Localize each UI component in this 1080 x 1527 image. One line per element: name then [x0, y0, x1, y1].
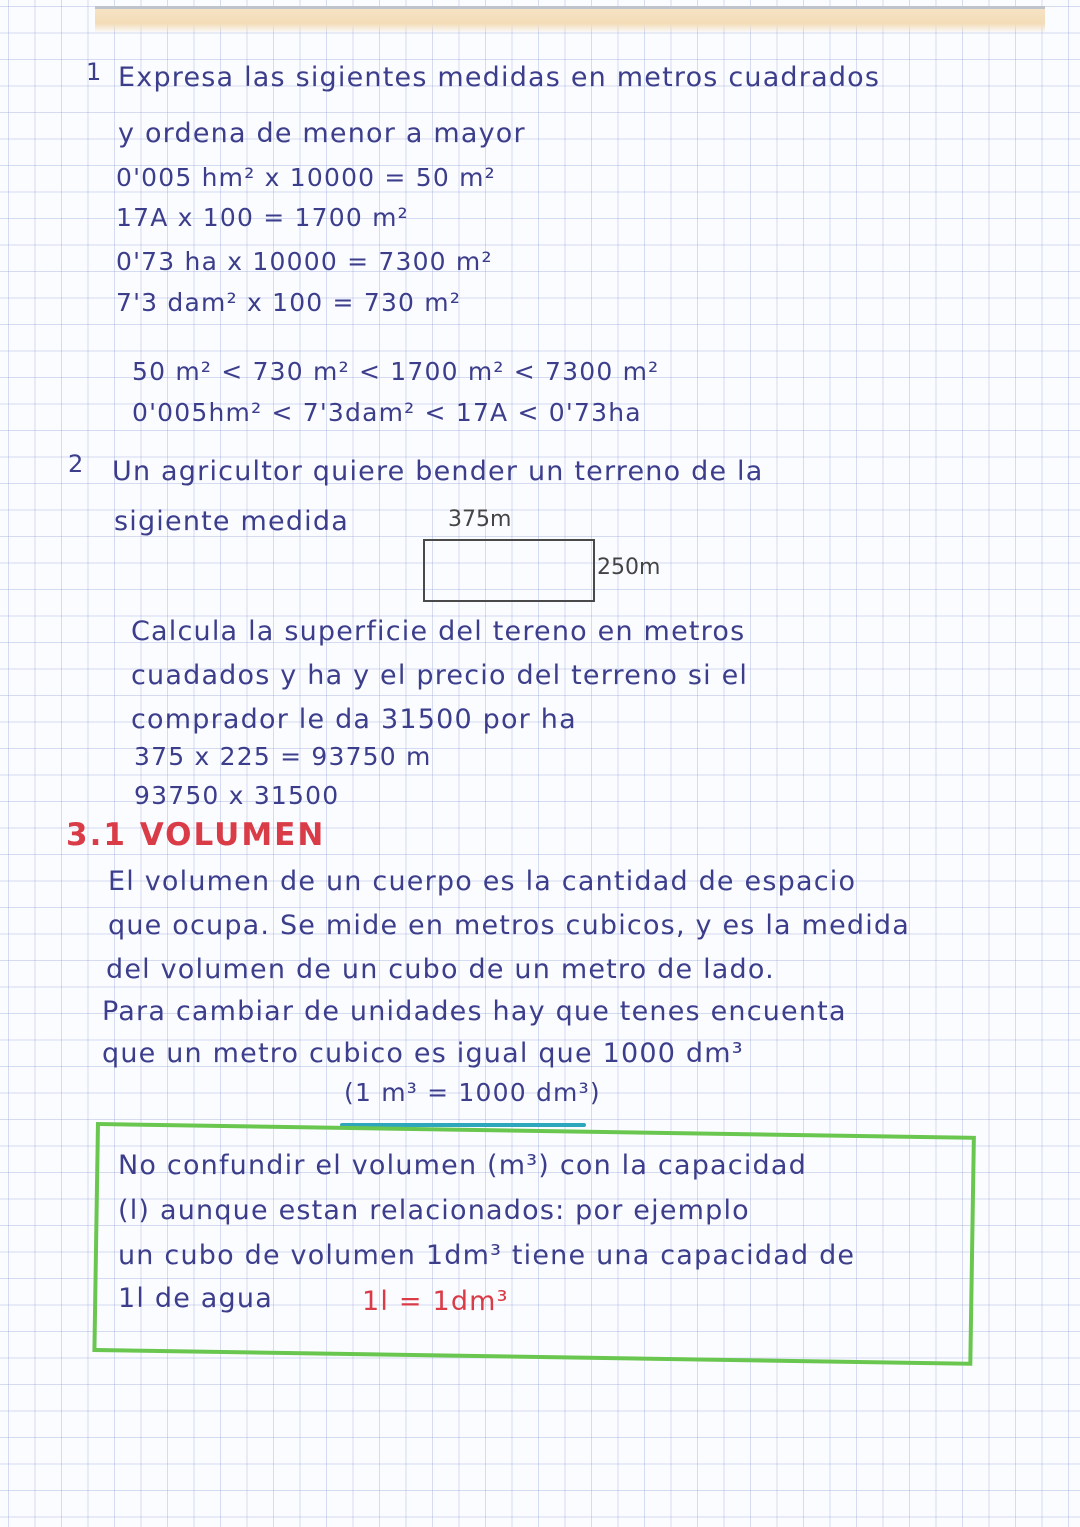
notebook-top-edge	[95, 6, 1045, 33]
terrain-width-label: 375m	[448, 507, 512, 532]
exercise-1-calculation-3: 0'73 ha x 10000 = 7300 m²	[116, 247, 493, 276]
exercise-1-calculation-1: 0'005 hm² x 10000 = 50 m²	[116, 163, 496, 192]
note-line-3: un cubo de volumen 1dm³ tiene una capacidad de	[118, 1240, 856, 1271]
volume-conversion-formula: (1 m³ = 1000 dm³)	[344, 1078, 601, 1107]
exercise-2-question-line-1: Calcula la superficie del tereno en metros	[131, 616, 746, 647]
note-capacity-equivalence: 1l = 1dm³	[362, 1286, 509, 1317]
section-paragraph-line-1: El volumen de un cuerpo es la cantidad de espacio	[108, 866, 857, 897]
exercise-1-order-units: 0'005hm² < 7'3dam² < 17A < 0'73ha	[132, 398, 642, 427]
exercise-1-statement-line-2: y ordena de menor a mayor	[118, 118, 526, 149]
exercise-1-number: 1	[86, 58, 102, 86]
exercise-2-statement-line-2: sigiente medida	[114, 506, 349, 537]
note-line-2: (l) aunque estan relacionados: por ejemplo	[118, 1195, 750, 1226]
exercise-1-order-values: 50 m² < 730 m² < 1700 m² < 7300 m²	[132, 357, 660, 386]
exercise-2-question-line-2: cuadados y ha y el precio del terreno si el	[131, 660, 749, 691]
section-heading: 3.1 VOLUMEN	[66, 817, 326, 853]
exercise-2-question-line-3: comprador le da 31500 por ha	[131, 704, 577, 735]
note-line-1: No confundir el volumen (m³) con la capacidad	[118, 1150, 807, 1181]
section-paragraph-line-4: Para cambiar de unidades hay que tenes encuenta	[102, 996, 847, 1027]
section-paragraph-line-3: del volumen de un cubo de un metro de lado.	[106, 954, 775, 985]
exercise-2-statement-line-1: Un agricultor quiere bender un terreno de la	[112, 456, 764, 487]
exercise-2-number: 2	[68, 450, 84, 478]
exercise-1-calculation-4: 7'3 dam² x 100 = 730 m²	[116, 288, 462, 317]
section-paragraph-line-5: que un metro cubico es igual que 1000 dm³	[102, 1038, 744, 1069]
terrain-rectangle	[423, 539, 595, 602]
exercise-1-calculation-2: 17A x 100 = 1700 m²	[116, 203, 409, 232]
section-paragraph-line-2: que ocupa. Se mide en metros cubicos, y es la medida	[108, 910, 910, 941]
exercise-2-area-calculation: 375 x 225 = 93750 m	[134, 742, 432, 771]
note-line-4: 1l de agua	[118, 1283, 273, 1314]
exercise-1-statement-line-1: Expresa las sigientes medidas en metros cuadrados	[118, 62, 881, 93]
terrain-height-label: 250m	[597, 555, 661, 580]
exercise-2-price-calculation: 93750 x 31500	[134, 781, 340, 810]
